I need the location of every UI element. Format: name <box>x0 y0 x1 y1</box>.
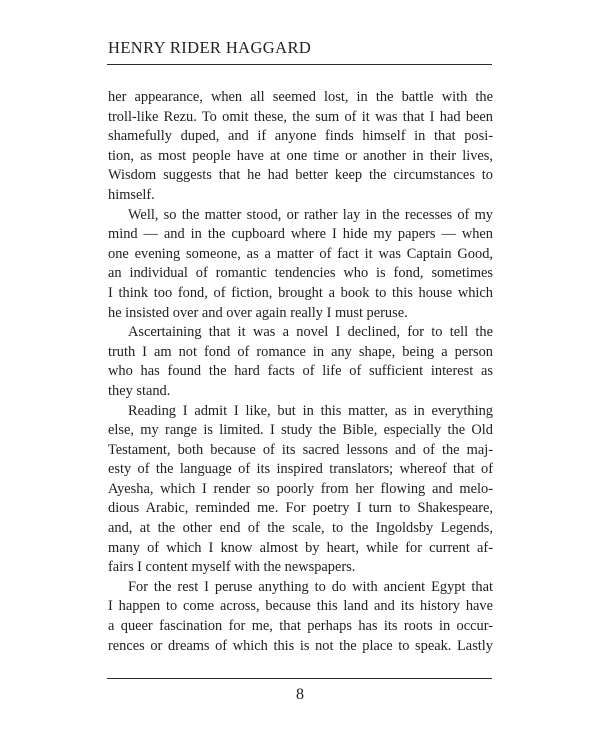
text-line: many of which I know almost by heart, while for current af- <box>108 539 493 556</box>
text-line: tion, as most people have at one time or another in their lives, <box>108 147 493 164</box>
footer-rule <box>107 678 492 679</box>
text-line: they stand. <box>108 382 171 399</box>
body-text <box>108 88 493 656</box>
text-line: mind — and in the cupboard where I hide my papers — when <box>108 226 493 243</box>
text-line: troll-like Rezu. To omit these, the sum of it was that I had been <box>108 108 493 125</box>
header-rule <box>107 64 492 65</box>
text-line: Reading I admit I like, but in this matter, as in everything <box>128 402 493 419</box>
text-line: For the rest I peruse anything to do with ancient Egypt that <box>128 578 493 595</box>
text-line: one evening someone, as a matter of fact it was Captain Good, <box>108 245 493 262</box>
running-head: HENRY RIDER HAGGARD <box>108 38 312 57</box>
text-line: Testament, both because of its sacred lessons and of the maj- <box>108 441 493 458</box>
text-line: himself. <box>108 186 155 203</box>
text-line: I happen to come across, because this land and its history have <box>108 598 493 615</box>
text-line: shamefully duped, and if anyone finds himself in that posi- <box>108 128 493 145</box>
text-line: her appearance, when all seemed lost, in the battle with the <box>108 89 493 105</box>
text-line: rences or dreams of which this is not the place to speak. Lastly <box>108 637 493 654</box>
text-line: he insisted over and over again really I must peruse. <box>108 304 408 321</box>
text-line: and, at the other end of the scale, to the Ingoldsby Legends, <box>108 520 493 537</box>
text-line: Ascertaining that it was a novel I declined, for to tell the <box>128 324 493 341</box>
text-line: who has found the hard facts of life of sufficient interest as <box>108 363 493 380</box>
text-line: fairs I content myself with the newspapers. <box>108 559 356 576</box>
page-number: 8 <box>296 686 304 703</box>
text-line: esty of the language of its inspired translators; whereof that of <box>108 461 493 478</box>
text-line: a queer fascination for me, that perhaps has its roots in occur- <box>108 618 493 635</box>
text-line: else, my range is limited. I study the Bible, especially the Old <box>108 422 493 439</box>
text-line: truth I am not fond of romance in any shape, being a person <box>108 343 493 360</box>
text-line: Ayesha, which I render so poorly from her flowing and melo- <box>108 480 493 497</box>
text-line: Well, so the matter stood, or rather lay in the recesses of my <box>128 206 493 223</box>
text-line: I think too fond, of fiction, brought a book to this house which <box>108 284 493 301</box>
text-line: Wisdom suggests that he had better keep the circumstances to <box>108 167 493 184</box>
text-line: dious Arabic, reminded me. For poetry I turn to Shakespeare, <box>108 500 493 517</box>
text-line: an individual of romantic tendencies who is fond, sometimes <box>108 265 493 282</box>
